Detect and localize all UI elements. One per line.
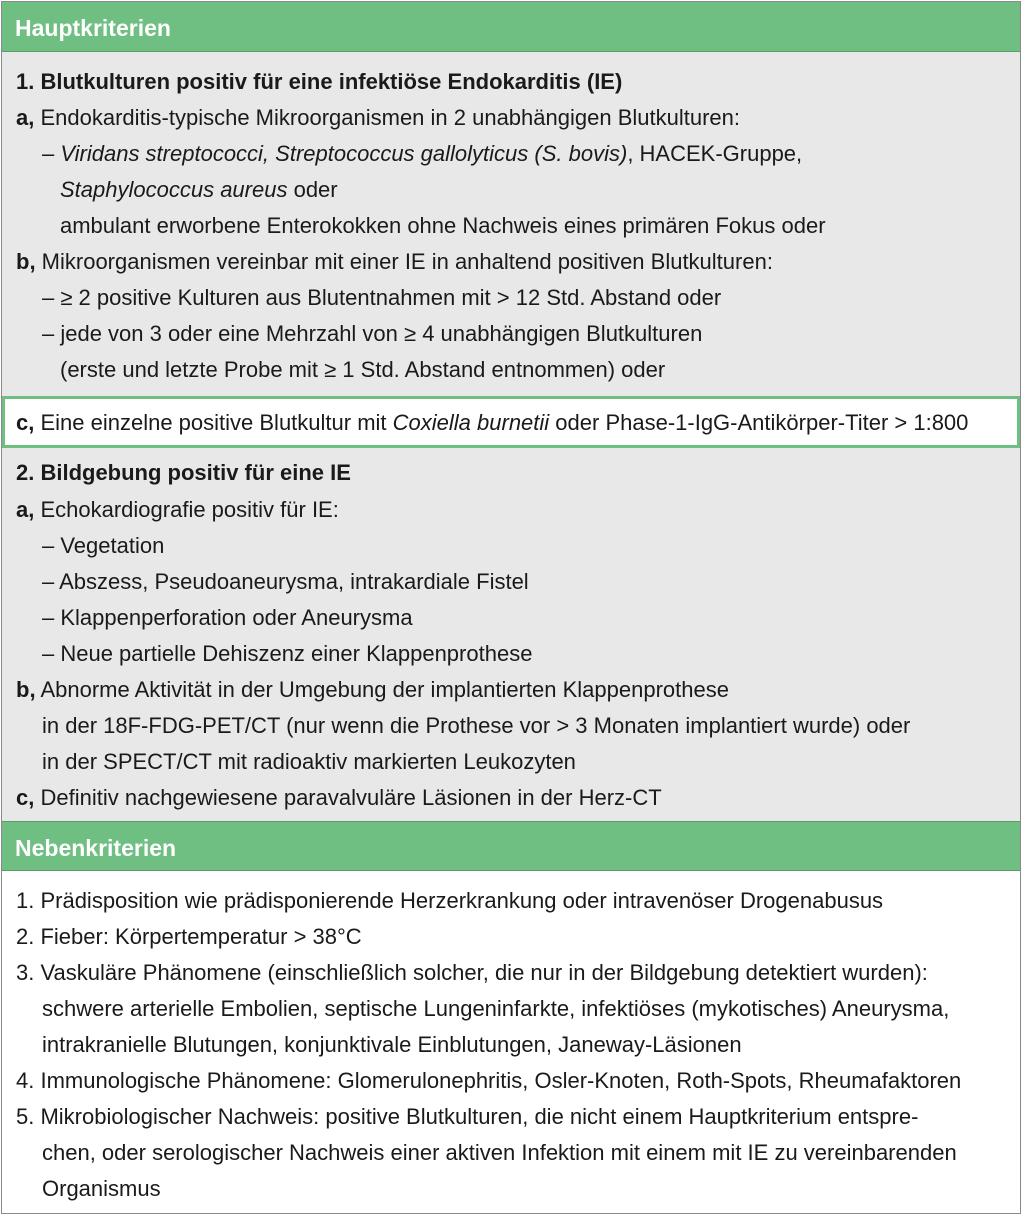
section1-a-item (16, 105, 740, 131)
neben-line: schwere arterielle Embolien, septische Lungeninfarkte, infektiöses (mykotisches) Aneurysma, (42, 996, 950, 1021)
organisms-rest: , HACEK-Gruppe, (627, 141, 803, 166)
section2-b-line2: in der 18F-FDG-PET/CT (nur wenn die Prothese vor > 3 Monaten implantiert wurde) oder (42, 713, 911, 738)
section2-b-line3: in der SPECT/CT mit radioaktiv markierten Leukozyten (42, 749, 576, 774)
section2-a-dash: – Klappenperforation oder Aneurysma (42, 605, 413, 630)
neben-line: chen, oder serologischer Nachweis einer aktiven Infektion mit einem mit IE zu vereinbarenden (42, 1140, 957, 1165)
section2-a-item (16, 497, 339, 523)
section1-b-item (16, 249, 773, 275)
staph-italic: Staphylococcus aureus (60, 177, 288, 202)
section1-c-text-pre: Eine einzelne positive Blutkultur mit (34, 410, 393, 435)
section2-b-text: Abnorme Aktivität in der Umgebung der implantierten Klappenprothese (35, 677, 729, 702)
section2-title: 2. Bildgebung positiv für eine IE (16, 460, 351, 485)
hauptkriterien-header-label: Hauptkriterien (15, 15, 171, 41)
section1-b-text: Mikroorganismen vereinbar mit einer IE in anhaltend positiven Blutkulturen: (35, 249, 773, 274)
section2-a-dash: – Vegetation (42, 533, 165, 558)
nebenkriterien-header (2, 821, 1020, 871)
section1-c-text-post: oder Phase-1-IgG-Antikörper-Titer > 1:800 (549, 410, 969, 435)
section1-b-dash2: – jede von 3 oder eine Mehrzahl von ≥ 4 unabhängigen Blutkulturen (42, 321, 703, 346)
neben-line: Organismus (42, 1176, 161, 1201)
criteria-table (1, 1, 1021, 1214)
section1-a-text: Endokarditis-typische Mikroorganismen in 2 unabhängigen Blutkulturen: (34, 105, 740, 130)
section2-b-item (16, 677, 729, 703)
section2-c-marker: c, (16, 785, 35, 810)
section1-a-dash1 (42, 141, 802, 167)
section1-band (2, 52, 1020, 396)
neben-line: 1. Prädisposition wie prädisponierende Herzerkrankung oder intravenöser Drogenabusus (16, 888, 884, 913)
section1-a-dash1-line3: ambulant erworbene Enterokokken ohne Nachweis eines primären Fokus oder (60, 213, 826, 238)
section2-band (2, 448, 1020, 821)
neben-line: 5. Mikrobiologischer Nachweis: positive Blutkulturen, die nicht einem Hauptkriterium entspre- (16, 1104, 919, 1129)
neben-line: 4. Immunologische Phänomene: Glomerulonephritis, Osler-Knoten, Roth-Spots, Rheumafaktoren (16, 1068, 962, 1093)
dash-prefix: – (42, 141, 61, 166)
neben-line: 2. Fieber: Körpertemperatur > 38°C (16, 924, 362, 949)
section1-c-marker: c, (16, 410, 35, 435)
neben-line: 3. Vaskuläre Phänomene (einschließlich solcher, die nur in der Bildgebung detektiert wurden): (16, 960, 928, 985)
hauptkriterien-header (2, 2, 1020, 52)
section2-a-dash: – Neue partielle Dehiszenz einer Klappenprothese (42, 641, 533, 666)
section1-b-dash2-line2: (erste und letzte Probe mit ≥ 1 Std. Abstand entnommen) oder (60, 357, 666, 382)
coxiella-italic: Coxiella burnetii (392, 410, 550, 435)
section2-a-dash: – Abszess, Pseudoaneurysma, intrakardiale Fistel (42, 569, 529, 594)
section1-b-marker: b, (16, 249, 36, 274)
section2-c-item (16, 785, 662, 811)
section1-title: 1. Blutkulturen positiv für eine infektiöse Endokarditis (IE) (16, 69, 623, 94)
section1-a-dash1-line2 (60, 177, 338, 203)
section1-c-item (16, 410, 968, 436)
section1-b-dash1: – ≥ 2 positive Kulturen aus Blutentnahmen mit > 12 Std. Abstand oder (42, 285, 722, 310)
nebenkriterien-header-label: Nebenkriterien (15, 835, 177, 861)
section2-a-marker: a, (16, 497, 35, 522)
organisms-italic: Viridans streptococci, Streptococcus gallolyticus (S. bovis) (60, 141, 628, 166)
section1-c-box (2, 396, 1020, 448)
section1-a-marker: a, (16, 105, 35, 130)
staph-rest: oder (287, 177, 338, 202)
section2-b-marker: b, (16, 677, 36, 702)
nebenkriterien-band (2, 871, 1020, 1213)
section2-c-text: Definitiv nachgewiesene paravalvuläre Läsionen in der Herz-CT (34, 785, 662, 810)
neben-line: intrakranielle Blutungen, konjunktivale Einblutungen, Janeway-Läsionen (42, 1032, 742, 1057)
section2-a-text: Echokardiografie positiv für IE: (34, 497, 339, 522)
